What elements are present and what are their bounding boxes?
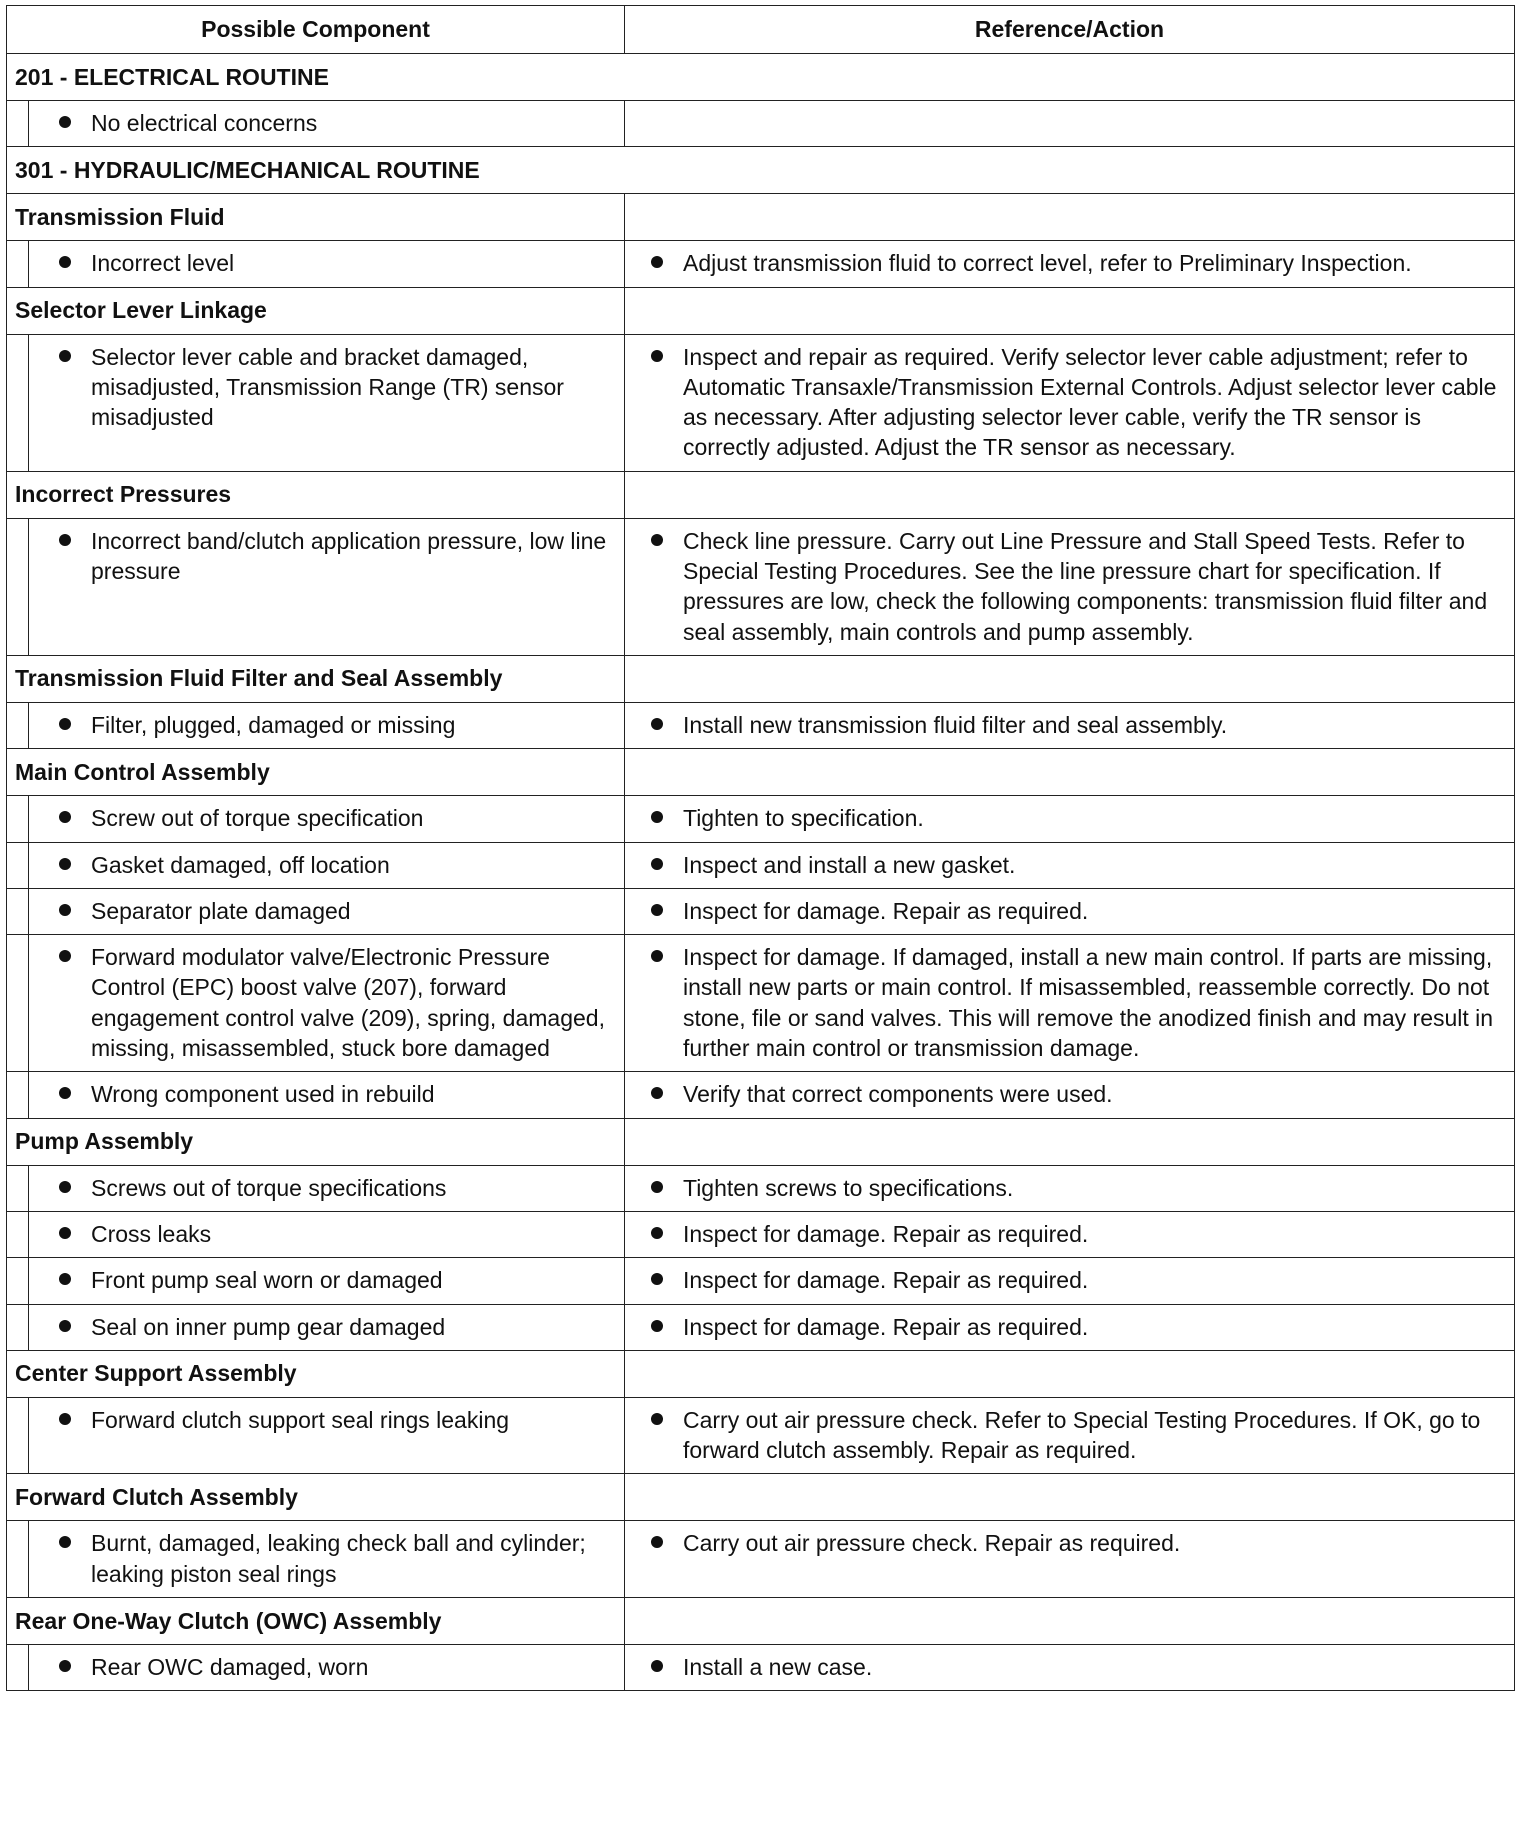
table-row [7, 935, 1515, 1072]
section-heading-row [7, 1598, 1515, 1645]
bullet-icon [59, 718, 71, 730]
component-text: Cross leaks [91, 1220, 212, 1247]
indent-cell [7, 334, 29, 471]
routine-heading-row [7, 54, 1515, 101]
reference-text: Check line pressure. Carry out Line Pressure and Stall Speed Tests. Refer to Special Testing Procedures. See the line pressure chart for specification. If pressures are low, check the following components: transmission fluid filter and seal assembly, main controls and pump assembly. [683, 527, 1488, 645]
component-text: Burnt, damaged, leaking check ball and cylinder; leaking piston seal rings [91, 1530, 586, 1587]
table-row [7, 334, 1515, 471]
component-text: Incorrect level [91, 250, 235, 277]
reference-text: Inspect for damage. Repair as required. [683, 1267, 1089, 1294]
section-heading-row [7, 194, 1515, 241]
section-heading-row [7, 1118, 1515, 1165]
section-heading-row [7, 471, 1515, 518]
section-heading: Center Support Assembly [7, 1350, 625, 1397]
bullet-icon [651, 1320, 663, 1332]
bullet-icon [59, 1413, 71, 1425]
table-row [7, 101, 1515, 147]
bullet-icon [651, 1181, 663, 1193]
section-heading: Rear One-Way Clutch (OWC) Assembly [7, 1598, 625, 1645]
bullet-icon [651, 350, 663, 362]
section-heading-row [7, 655, 1515, 702]
reference-cell [625, 1304, 1515, 1350]
indent-cell [7, 241, 29, 287]
component-text: Forward modulator valve/Electronic Pressure Control (EPC) boost valve (207), forward engagement control valve (209), spring, damaged, missing, misassembled, stuck bore damaged [91, 944, 605, 1062]
reference-cell [625, 1258, 1515, 1304]
bullet-icon [59, 1087, 71, 1099]
bullet-icon [59, 1227, 71, 1239]
indent-cell [7, 1211, 29, 1257]
bullet-icon [59, 950, 71, 962]
bullet-icon [59, 858, 71, 870]
reference-text: Inspect for damage. Repair as required. [683, 897, 1089, 924]
bullet-icon [651, 1536, 663, 1548]
table-row [7, 241, 1515, 287]
section-heading: Main Control Assembly [7, 749, 625, 796]
table-row [7, 1304, 1515, 1350]
reference-cell [625, 1645, 1515, 1691]
bullet-icon [59, 116, 71, 128]
bullet-icon [651, 904, 663, 916]
table-row [7, 1165, 1515, 1211]
bullet-icon [651, 534, 663, 546]
indent-cell [7, 888, 29, 934]
bullet-icon [651, 256, 663, 268]
reference-text: Verify that correct components were used. [683, 1081, 1113, 1108]
component-text: Gasket damaged, off location [91, 851, 390, 878]
reference-text: Carry out air pressure check. Repair as required. [683, 1530, 1181, 1557]
routine-heading: 301 - HYDRAULIC/MECHANICAL ROUTINE [7, 147, 1515, 194]
reference-text: Tighten screws to specifications. [683, 1174, 1014, 1201]
section-heading-row [7, 749, 1515, 796]
bullet-icon [59, 256, 71, 268]
table-row [7, 1072, 1515, 1118]
component-cell [29, 518, 625, 655]
section-empty-cell [625, 1474, 1515, 1521]
reference-text: Adjust transmission fluid to correct level, refer to Preliminary Inspection. [683, 250, 1412, 277]
component-text: Wrong component used in rebuild [91, 1081, 435, 1108]
reference-text: Inspect and install a new gasket. [683, 851, 1016, 878]
component-text: Screw out of torque specification [91, 805, 424, 832]
component-cell [29, 1165, 625, 1211]
bullet-icon [651, 1413, 663, 1425]
section-heading-row [7, 1350, 1515, 1397]
table-row [7, 518, 1515, 655]
component-text: Seal on inner pump gear damaged [91, 1313, 446, 1340]
component-text: Rear OWC damaged, worn [91, 1654, 369, 1681]
component-text: Front pump seal worn or damaged [91, 1267, 443, 1294]
table-row [7, 1521, 1515, 1598]
indent-cell [7, 1645, 29, 1691]
component-text: Screws out of torque specifications [91, 1174, 447, 1201]
reference-cell [625, 1521, 1515, 1598]
bullet-icon [59, 1181, 71, 1193]
bullet-icon [651, 1660, 663, 1672]
component-cell [29, 842, 625, 888]
section-heading: Transmission Fluid [7, 194, 625, 241]
routine-heading-row [7, 147, 1515, 194]
component-cell [29, 334, 625, 471]
table-row [7, 1645, 1515, 1691]
section-empty-cell [625, 655, 1515, 702]
section-heading: Pump Assembly [7, 1118, 625, 1165]
indent-cell [7, 1258, 29, 1304]
component-text: No electrical concerns [91, 110, 318, 136]
bullet-icon [651, 811, 663, 823]
reference-cell [625, 334, 1515, 471]
table-row [7, 888, 1515, 934]
bullet-icon [59, 350, 71, 362]
component-cell [29, 101, 625, 147]
section-heading: Incorrect Pressures [7, 471, 625, 518]
component-cell [29, 1304, 625, 1350]
bullet-icon [651, 718, 663, 730]
component-text: Incorrect band/clutch application pressure, low line pressure [91, 527, 607, 585]
indent-cell [7, 842, 29, 888]
indent-cell [7, 518, 29, 655]
section-heading-row [7, 287, 1515, 334]
component-cell [29, 888, 625, 934]
component-text: Selector lever cable and bracket damaged, misadjusted, Transmission Range (TR) sensor misadjusted [91, 343, 564, 431]
reference-cell [625, 796, 1515, 842]
table-row [7, 1397, 1515, 1474]
bullet-icon [59, 534, 71, 546]
component-cell [29, 1645, 625, 1691]
indent-cell [7, 935, 29, 1072]
bullet-icon [59, 1660, 71, 1672]
section-empty-cell [625, 194, 1515, 241]
bullet-icon [651, 1227, 663, 1239]
header-reference-action: Reference/Action [625, 6, 1515, 54]
section-heading: Transmission Fluid Filter and Seal Assembly [7, 655, 625, 702]
reference-text: Install a new case. [683, 1654, 873, 1681]
indent-cell [7, 1521, 29, 1598]
table-header-row [7, 6, 1515, 54]
indent-cell [7, 796, 29, 842]
bullet-icon [651, 1273, 663, 1285]
reference-cell [625, 1211, 1515, 1257]
reference-cell [625, 1165, 1515, 1211]
section-empty-cell [625, 1598, 1515, 1645]
reference-cell [625, 101, 1515, 147]
table-row [7, 702, 1515, 748]
reference-cell [625, 935, 1515, 1072]
table-row [7, 842, 1515, 888]
component-cell [29, 1211, 625, 1257]
reference-cell [625, 702, 1515, 748]
component-cell [29, 935, 625, 1072]
bullet-icon [651, 950, 663, 962]
header-possible-component: Possible Component [7, 6, 625, 54]
reference-text: Install new transmission fluid filter and seal assembly. [683, 711, 1228, 738]
diagnostic-table [6, 5, 1515, 1691]
reference-text: Inspect for damage. If damaged, install a new main control. If parts are missing, install new parts or main control. If misassembled, reassemble correctly. Do not stone, file or sand valves. This will remove the anodized finish and may result in further main control or transmission damage. [683, 944, 1494, 1062]
indent-cell [7, 1304, 29, 1350]
section-heading: Forward Clutch Assembly [7, 1474, 625, 1521]
reference-cell [625, 888, 1515, 934]
reference-cell [625, 842, 1515, 888]
bullet-icon [59, 904, 71, 916]
reference-text: Inspect and repair as required. Verify selector lever cable adjustment; refer to Automatic Transaxle/Transmission External Controls. Adjust selector lever cable as necessary. After adjusting selector lever cable, verify the TR sensor is correctly adjusted. Adjust the TR sensor as necessary. [683, 343, 1497, 461]
table-row [7, 796, 1515, 842]
section-heading-row [7, 1474, 1515, 1521]
component-cell [29, 1072, 625, 1118]
reference-cell [625, 518, 1515, 655]
component-cell [29, 1397, 625, 1474]
bullet-icon [59, 811, 71, 823]
bullet-icon [59, 1320, 71, 1332]
component-cell [29, 796, 625, 842]
component-cell [29, 702, 625, 748]
routine-heading: 201 - ELECTRICAL ROUTINE [7, 54, 1515, 101]
section-heading: Selector Lever Linkage [7, 287, 625, 334]
indent-cell [7, 1072, 29, 1118]
component-text: Separator plate damaged [91, 897, 351, 924]
reference-cell [625, 241, 1515, 287]
reference-text: Inspect for damage. Repair as required. [683, 1313, 1089, 1340]
table-row [7, 1258, 1515, 1304]
reference-cell [625, 1072, 1515, 1118]
indent-cell [7, 1165, 29, 1211]
reference-text: Tighten to specification. [683, 805, 924, 832]
section-empty-cell [625, 287, 1515, 334]
component-cell [29, 1521, 625, 1598]
bullet-icon [651, 858, 663, 870]
reference-cell [625, 1397, 1515, 1474]
section-empty-cell [625, 749, 1515, 796]
bullet-icon [59, 1273, 71, 1285]
component-text: Filter, plugged, damaged or missing [91, 711, 456, 738]
indent-cell [7, 101, 29, 147]
component-cell [29, 1258, 625, 1304]
table-row [7, 1211, 1515, 1257]
bullet-icon [59, 1536, 71, 1548]
section-empty-cell [625, 1118, 1515, 1165]
section-empty-cell [625, 471, 1515, 518]
table-body [7, 54, 1515, 1691]
section-empty-cell [625, 1350, 1515, 1397]
component-cell [29, 241, 625, 287]
reference-text: Inspect for damage. Repair as required. [683, 1220, 1089, 1247]
indent-cell [7, 1397, 29, 1474]
component-text: Forward clutch support seal rings leaking [91, 1406, 510, 1433]
indent-cell [7, 702, 29, 748]
bullet-icon [651, 1087, 663, 1099]
reference-text: Carry out air pressure check. Refer to Special Testing Procedures. If OK, go to forward clutch assembly. Repair as required. [683, 1406, 1481, 1464]
